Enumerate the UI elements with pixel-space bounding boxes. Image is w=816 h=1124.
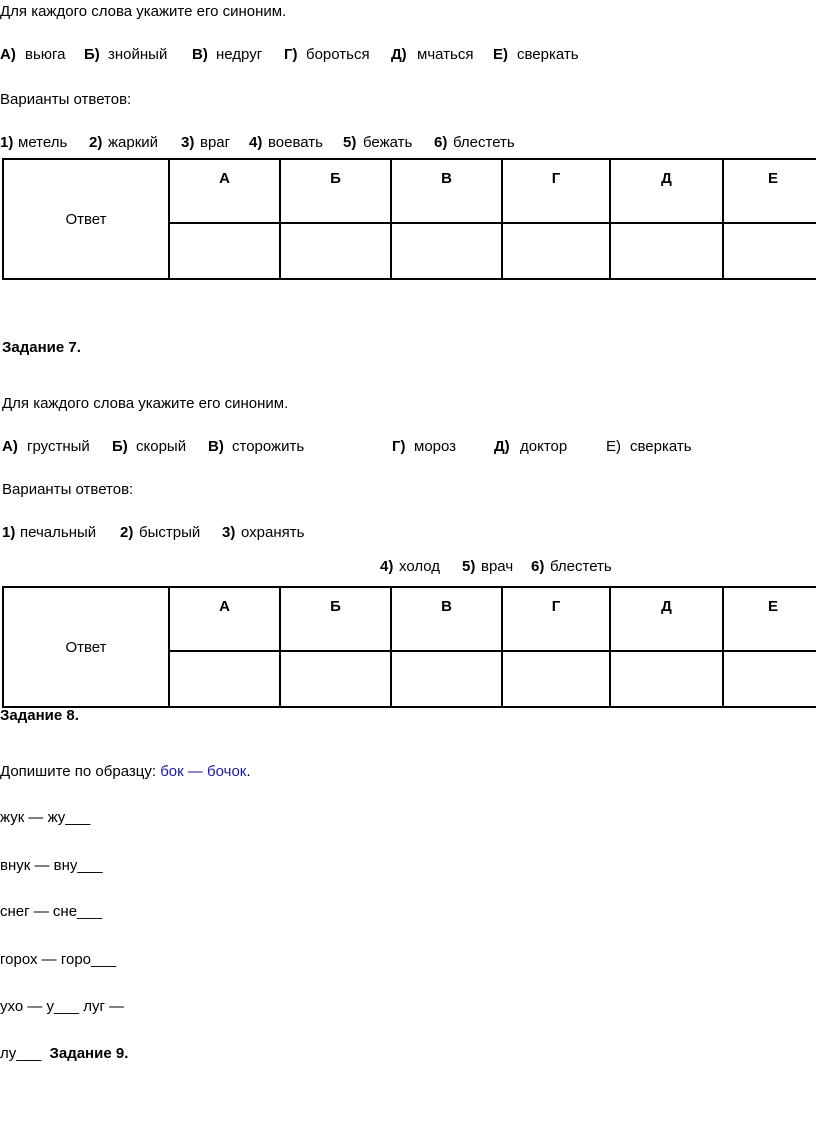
task7-word-letter: В) [208, 438, 224, 455]
answer-cell-e[interactable] [723, 223, 816, 279]
task6-answer-num: 1) [0, 134, 14, 151]
task8-item: внук — вну___ [0, 857, 103, 874]
task8-instruction-prefix: Допишите по образцу: [0, 763, 161, 780]
task6-word: знойный [108, 46, 168, 63]
task7-word: мороз [414, 438, 457, 455]
answer-cell-v[interactable] [391, 223, 502, 279]
task7-word: грустный [27, 438, 90, 455]
task7-answer-num: 2) [120, 524, 134, 541]
task6-word: недруг [216, 46, 263, 63]
task7-word-letter: Е) [606, 438, 621, 455]
task7-answer-word: блестеть [550, 558, 612, 575]
task8-item: ухо — у___ луг — [0, 998, 125, 1015]
task6-word: вьюга [25, 46, 66, 63]
task8-title: Задание 8. [0, 707, 79, 724]
column-header: Е [723, 159, 816, 223]
task6-instruction: Для каждого слова укажите его синоним. [0, 3, 287, 20]
task8-last-item: лу___ [0, 1045, 42, 1062]
task7-answer-num: 4) [380, 558, 394, 575]
task6-answer-word: враг [200, 134, 231, 151]
task6-answer-num: 4) [249, 134, 263, 151]
task7-answer-num: 1) [2, 524, 16, 541]
task7-answer-word: печальный [20, 524, 97, 541]
column-header: Б [280, 159, 391, 223]
task7-answer-num: 6) [531, 558, 545, 575]
task6-answer-num: 3) [181, 134, 195, 151]
column-header: В [391, 587, 502, 651]
task7-answer-word: врач [481, 558, 514, 575]
answer-cell-e[interactable] [723, 651, 816, 707]
task6-word: сверкать [517, 46, 579, 63]
task7-answer-word: охранять [241, 524, 305, 541]
task7-word: сторожить [232, 438, 305, 455]
task6-answer-word: бежать [363, 134, 413, 151]
task6-answer-num: 5) [343, 134, 357, 151]
answer-cell-b[interactable] [280, 223, 391, 279]
answer-cell-g[interactable] [502, 223, 610, 279]
column-header: А [169, 159, 280, 223]
task7-answer-word: быстрый [139, 524, 201, 541]
answer-cell-d[interactable] [610, 651, 723, 707]
task6-answer-word: воевать [268, 134, 323, 151]
task8-example: бок — бочок [160, 763, 247, 780]
answer-cell-a[interactable] [169, 651, 280, 707]
task8-item: снег — сне___ [0, 903, 103, 920]
column-header: Б [280, 587, 391, 651]
task6-variants-label: Варианты ответов: [0, 91, 132, 108]
task8-instruction-suffix: . [246, 763, 251, 780]
task6-word-letter: Д) [391, 46, 407, 63]
column-header: Д [610, 159, 723, 223]
task7-answer-word: холод [399, 558, 441, 575]
task6-answer-word: блестеть [453, 134, 515, 151]
column-header: А [169, 587, 280, 651]
task9-title: Задание 9. [49, 1045, 129, 1062]
task6-word-letter: Е) [493, 46, 508, 63]
task7-answer-table [2, 586, 816, 708]
column-header: Г [502, 587, 610, 651]
task6-answer-word: жаркий [108, 134, 159, 151]
task8-item: жук — жу___ [0, 809, 91, 826]
column-header: Г [502, 159, 610, 223]
task7-answer-num: 5) [462, 558, 476, 575]
task6-word-letter: Б) [84, 46, 100, 63]
task8-last-line [0, 1044, 128, 1064]
task7-instruction: Для каждого слова укажите его синоним. [2, 395, 289, 412]
task8-instruction [0, 762, 251, 782]
task6-word-letter: Г) [284, 46, 298, 63]
task7-word-letter: А) [2, 438, 18, 455]
task7-answer-num: 3) [222, 524, 236, 541]
task6-answer-num: 6) [434, 134, 448, 151]
column-header: Д [610, 587, 723, 651]
task6-word-letter: В) [192, 46, 208, 63]
column-header: Е [723, 587, 816, 651]
task7-word-letter: Г) [392, 438, 406, 455]
column-header: В [391, 159, 502, 223]
task7-word: сверкать [630, 438, 692, 455]
task7-title: Задание 7. [2, 339, 81, 356]
task7-variants-label: Варианты ответов: [2, 481, 134, 498]
answer-cell-v[interactable] [391, 651, 502, 707]
answer-row-label: Ответ [3, 587, 169, 707]
task6-word: мчаться [417, 46, 474, 63]
task6-answer-word: метель [18, 134, 68, 151]
answer-row-label: Ответ [3, 159, 169, 279]
answer-cell-g[interactable] [502, 651, 610, 707]
task7-word: скорый [136, 438, 187, 455]
task6-answer-num: 2) [89, 134, 103, 151]
task6-answer-table [2, 158, 816, 280]
task6-word-letter: А) [0, 46, 16, 63]
answer-cell-a[interactable] [169, 223, 280, 279]
task7-word-letter: Д) [494, 438, 510, 455]
task7-word-letter: Б) [112, 438, 128, 455]
task6-word: бороться [306, 46, 370, 63]
task8-item: горох — горо___ [0, 951, 117, 968]
task7-word: доктор [520, 438, 568, 455]
answer-cell-d[interactable] [610, 223, 723, 279]
answer-cell-b[interactable] [280, 651, 391, 707]
